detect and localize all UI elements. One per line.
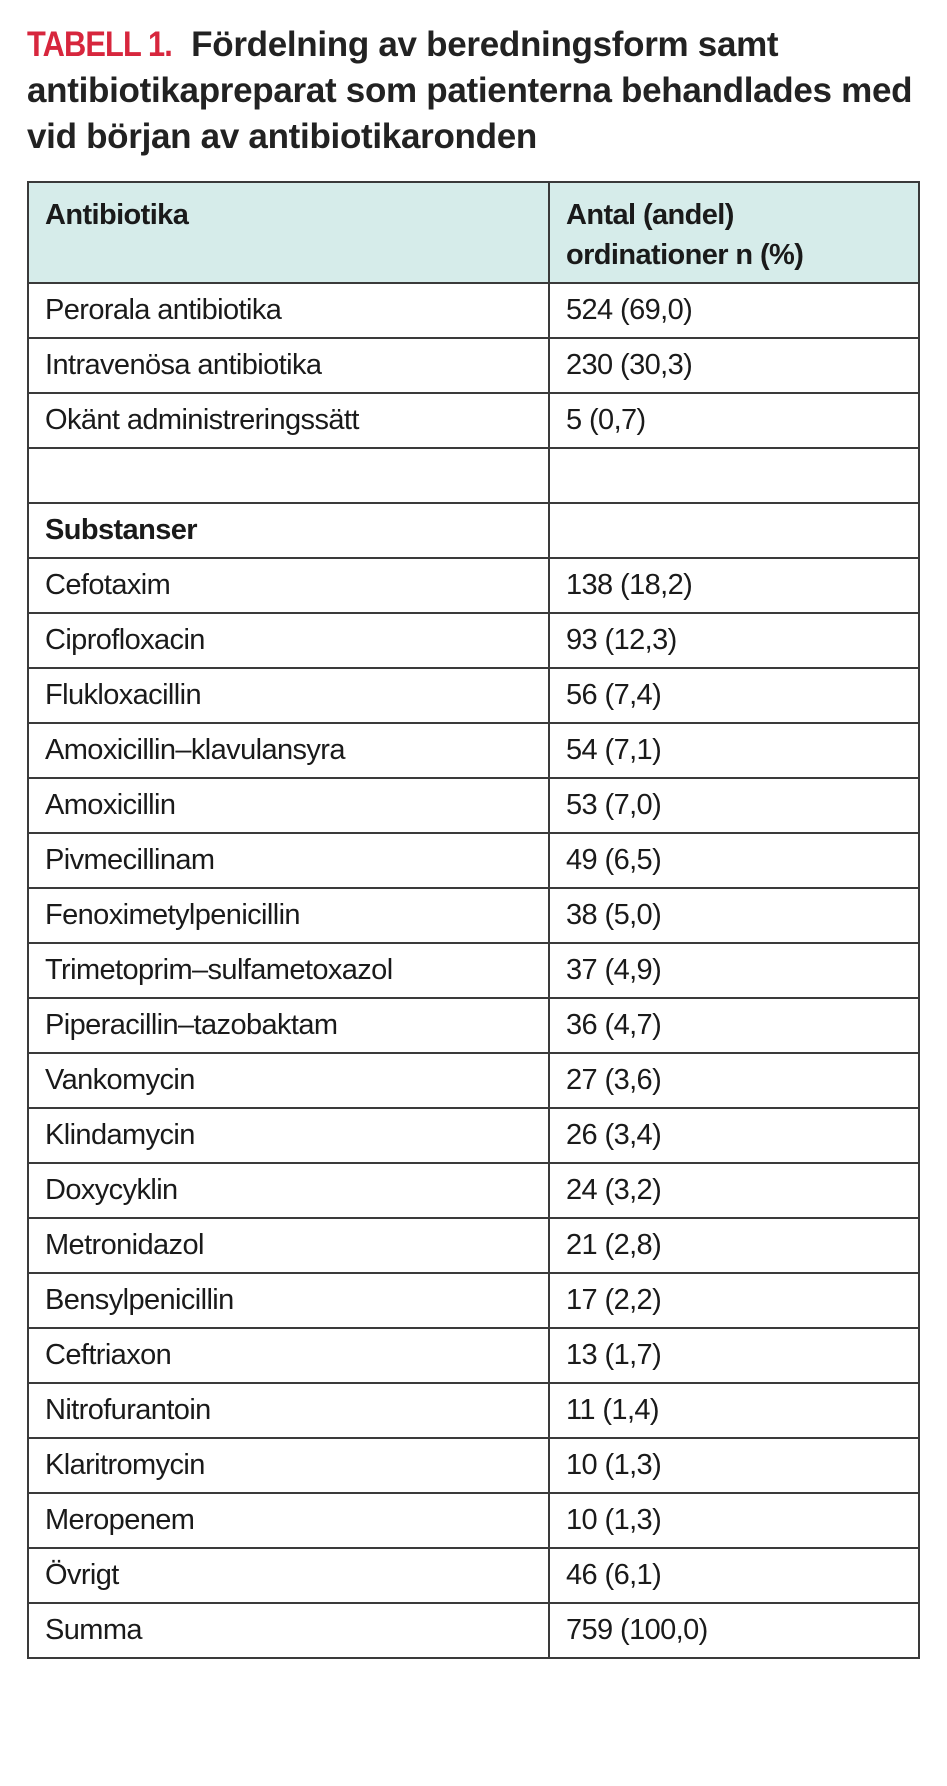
table-row [28, 1383, 919, 1438]
count-share-cell: 21 (2,8) [549, 1218, 919, 1273]
count-share-cell: 524 (69,0) [549, 283, 919, 338]
table-row [28, 1053, 919, 1108]
table-row [28, 1548, 919, 1603]
table-header-row [28, 182, 919, 283]
antibiotic-name-cell: Amoxicillin–klavulansyra [28, 723, 549, 778]
antibiotic-name-cell: Övrigt [28, 1548, 549, 1603]
count-share-cell [549, 448, 919, 503]
antibiotic-name-cell: Klindamycin [28, 1108, 549, 1163]
count-share-cell: 38 (5,0) [549, 888, 919, 943]
table-row [28, 1493, 919, 1548]
table-row [28, 613, 919, 668]
antibiotic-name-cell: Okänt administreringssätt [28, 393, 549, 448]
antibiotic-name-cell: Ciprofloxacin [28, 613, 549, 668]
count-share-cell: 17 (2,2) [549, 1273, 919, 1328]
antibiotic-name-cell: Summa [28, 1603, 549, 1658]
count-share-cell: 56 (7,4) [549, 668, 919, 723]
table-row [28, 833, 919, 888]
table-row [28, 448, 919, 503]
table-caption-text: Fördelning av beredningsform samt antibiotikapreparat som patienterna behandlades med vid början av antibiotikaronden [27, 25, 913, 156]
antibiotic-name-cell: Ceftriaxon [28, 1328, 549, 1383]
antibiotic-name-cell [28, 448, 549, 503]
antibiotic-name-cell: Piperacillin–tazobaktam [28, 998, 549, 1053]
table-row [28, 558, 919, 613]
count-share-cell [549, 503, 919, 558]
antibiotic-name-cell: Vankomycin [28, 1053, 549, 1108]
count-share-cell: 11 (1,4) [549, 1383, 919, 1438]
antibiotic-name-cell: Klaritromycin [28, 1438, 549, 1493]
table-row [28, 393, 919, 448]
table-row [28, 778, 919, 833]
count-share-cell: 37 (4,9) [549, 943, 919, 998]
antibiotic-name-cell: Amoxicillin [28, 778, 549, 833]
table-row [28, 1328, 919, 1383]
antibiotic-name-cell: Trimetoprim–sulfametoxazol [28, 943, 549, 998]
count-share-cell: 46 (6,1) [549, 1548, 919, 1603]
count-share-cell: 138 (18,2) [549, 558, 919, 613]
table-row [28, 668, 919, 723]
table-section-row [28, 503, 919, 558]
antibiotic-name-cell: Perorala antibiotika [28, 283, 549, 338]
count-share-cell: 27 (3,6) [549, 1053, 919, 1108]
count-share-cell: 10 (1,3) [549, 1438, 919, 1493]
table-row [28, 888, 919, 943]
table-row [28, 943, 919, 998]
table-row [28, 998, 919, 1053]
table-row [28, 1163, 919, 1218]
table-row [28, 283, 919, 338]
count-share-cell: 93 (12,3) [549, 613, 919, 668]
table-body [28, 283, 919, 1658]
count-share-cell: 49 (6,5) [549, 833, 919, 888]
antibiotic-name-cell: Fenoximetylpenicillin [28, 888, 549, 943]
column-header-antibiotika: Antibiotika [28, 182, 549, 283]
antibiotic-name-cell: Meropenem [28, 1493, 549, 1548]
table-label: TABELL 1. [27, 25, 172, 64]
table-row [28, 1438, 919, 1493]
antibiotic-name-cell: Bensylpenicillin [28, 1273, 549, 1328]
table-row [28, 1218, 919, 1273]
count-share-cell: 230 (30,3) [549, 338, 919, 393]
antibiotic-name-cell: Intravenösa antibiotika [28, 338, 549, 393]
antibiotic-name-cell: Nitrofurantoin [28, 1383, 549, 1438]
antibiotic-name-cell: Metronidazol [28, 1218, 549, 1273]
antibiotic-name-cell: Pivmecillinam [28, 833, 549, 888]
table-row [28, 1273, 919, 1328]
count-share-cell: 54 (7,1) [549, 723, 919, 778]
antibiotic-name-cell: Doxycyklin [28, 1163, 549, 1218]
section-heading: Substanser [28, 503, 549, 558]
antibiotics-table [27, 181, 920, 1659]
count-share-cell: 36 (4,7) [549, 998, 919, 1053]
count-share-cell: 13 (1,7) [549, 1328, 919, 1383]
count-share-cell: 26 (3,4) [549, 1108, 919, 1163]
column-header-antal: Antal (andel) ordinationer n (%) [549, 182, 919, 283]
count-share-cell: 10 (1,3) [549, 1493, 919, 1548]
table-caption [27, 22, 917, 160]
antibiotic-name-cell: Flukloxacillin [28, 668, 549, 723]
count-share-cell: 759 (100,0) [549, 1603, 919, 1658]
table-row [28, 1603, 919, 1658]
antibiotic-name-cell: Cefotaxim [28, 558, 549, 613]
table-row [28, 338, 919, 393]
table-row [28, 1108, 919, 1163]
count-share-cell: 5 (0,7) [549, 393, 919, 448]
count-share-cell: 53 (7,0) [549, 778, 919, 833]
table-row [28, 723, 919, 778]
count-share-cell: 24 (3,2) [549, 1163, 919, 1218]
